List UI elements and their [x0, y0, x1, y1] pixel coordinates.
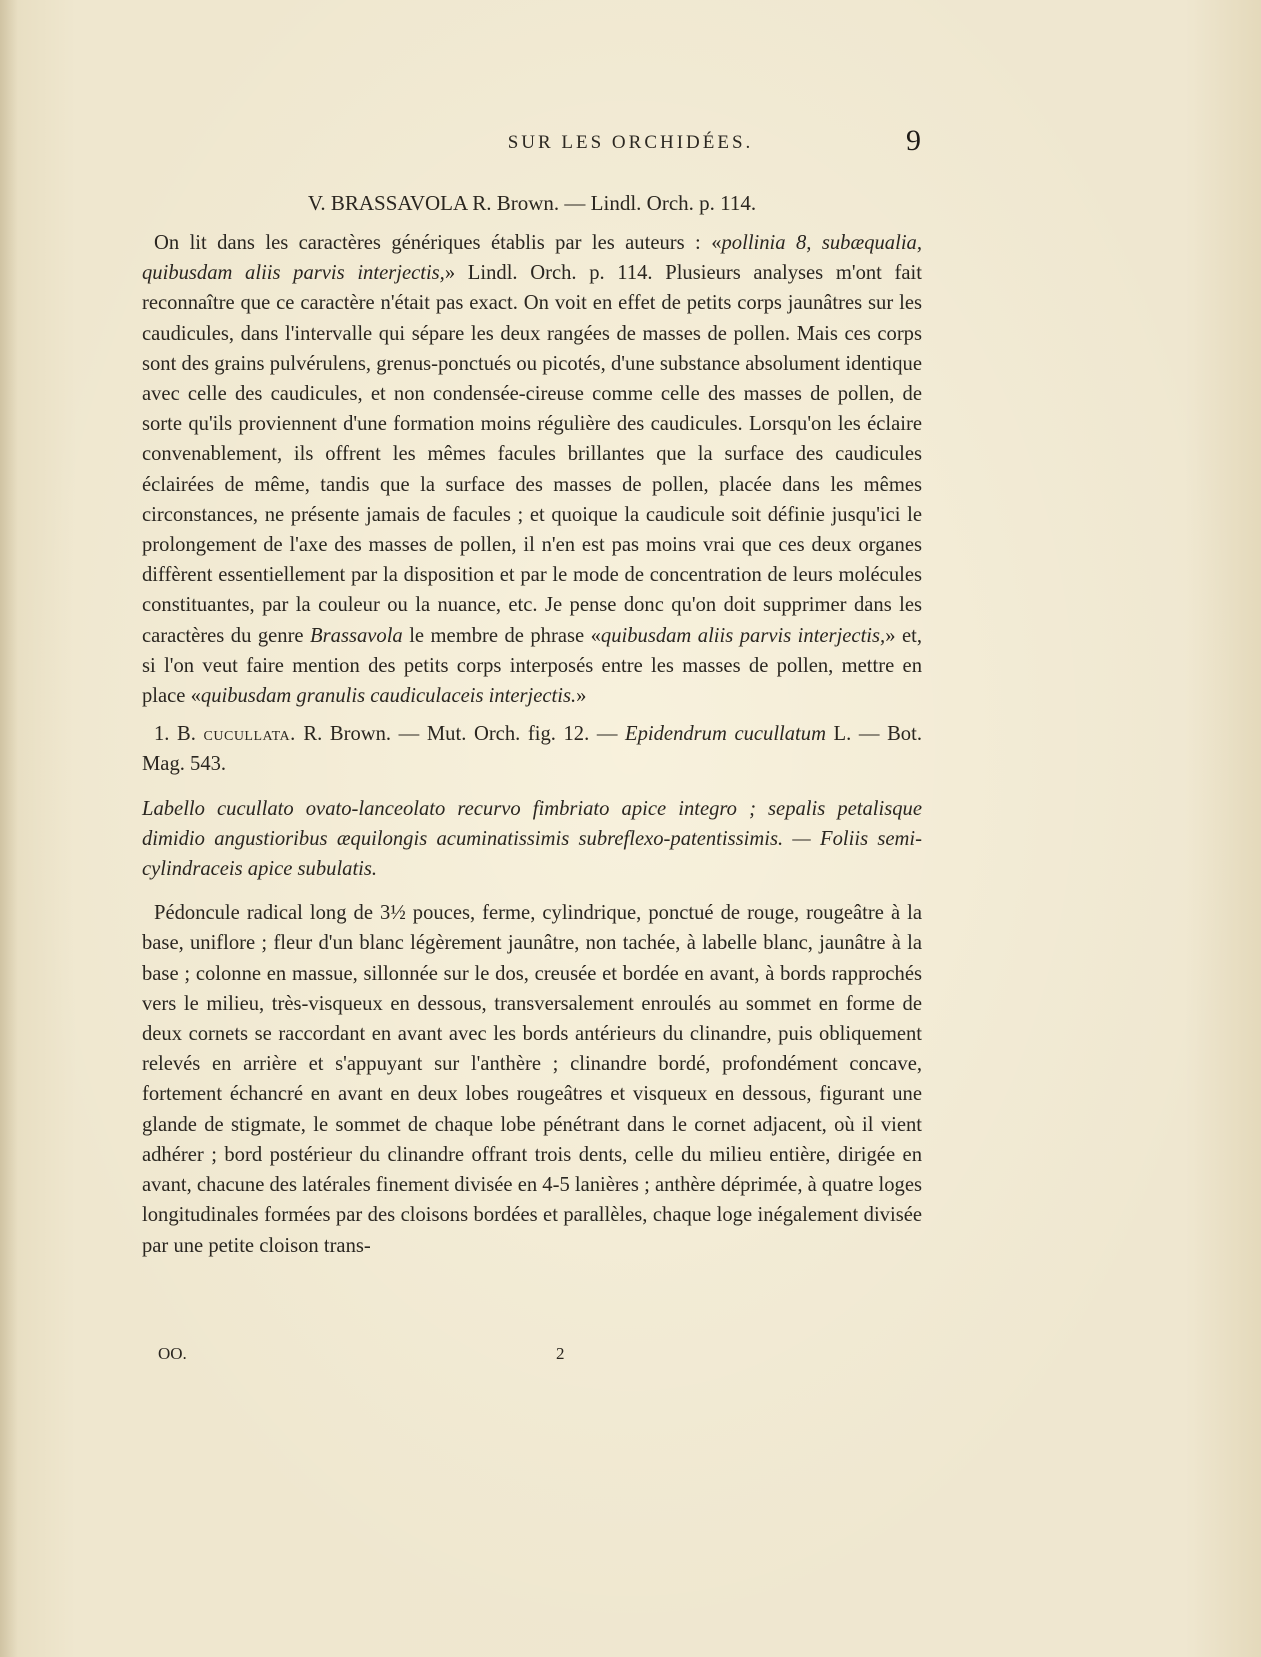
running-title: SUR LES ORCHIDÉES.: [507, 132, 754, 153]
species-synonym: Epidendrum cucullatum: [625, 723, 826, 746]
main-text: [142, 188, 922, 1265]
intro-quote-1: pollinia 8, subæqualia, quibusdam aliis parvis interjectis,: [142, 232, 922, 285]
signature-line: [0, 1344, 1261, 1370]
intro-text-1: On lit dans les caractères génériques établis par les auteurs : «: [154, 232, 722, 254]
intro-text-4: » et, si l'on veut faire mention des petits corps interposés entre les masses de pollen, mettre en place «: [142, 624, 922, 708]
page-number: 9: [906, 124, 921, 157]
species-name: cucullata.: [203, 723, 296, 746]
binding-edge-shadow: [0, 0, 18, 1657]
species-references-1: R. Brown. — Mut. Orch. fig. 12. —: [295, 723, 626, 746]
species-number: 1. B.: [154, 723, 204, 746]
intro-genus-name: Brassavola: [310, 624, 403, 647]
intro-quote-2: quibusdam aliis parvis interjectis,: [600, 624, 886, 647]
latin-diagnosis: Labello cucullato ovato-lanceolato recurvo fimbriato apice integro ; sepalis petalisque dimidio angustioribus æquilongis acuminatissimis subreflexo-patentissimis. — Foliis semi-cylindraceis apice subulatis.: [142, 797, 922, 881]
species-entry: [142, 719, 922, 779]
intro-text-5: »: [576, 685, 587, 708]
intro-text-3: le membre de phrase «: [402, 624, 601, 647]
intro-quote-3: quibusdam granulis caudiculaceis interjectis.: [200, 685, 577, 708]
running-head: [0, 124, 1261, 162]
signature-mark-right: 2: [556, 1344, 565, 1363]
section-heading: V. BRASSAVOLA R. Brown. — Lindl. Orch. p. 114.: [307, 191, 757, 215]
description-paragraph: Pédoncule radical long de 3½ pouces, ferme, cylindrique, ponctué de rouge, rougeâtre à la base, uniflore ; fleur d'un blanc légèrement jaunâtre, non tachée, à labelle blanc, jaunâtre à la base ; colonne en massue, sillonnée sur le dos, creusée et bordée en avant, à bords rapprochés vers le milieu, très-visqueux en dessous, transversalement enroulés au sommet en forme de deux cornets se raccordant en avant avec les bords antérieurs du clinandre, puis obliquement relevés en arrière et s'appuyant sur l'anthère ; clinandre bordé, profondément concave, fortement échancré en avant en deux lobes rougeâtres et visqueux en dessous, figurant une glande de stigmate, le sommet de chaque lobe pénétrant dans le cornet adjacent, où il vient adhérer ; bord postérieur du clinandre offrant trois dents, celle du milieu entière, dirigée en avant, chacune des latérales finement divisée en 4-5 lanières ; anthère déprimée, à quatre loges longitudinales formées par des cloisons bordées et parallèles, chaque loge inégalement divisée par une petite cloison trans-: [142, 902, 922, 1257]
intro-text-2: » Lindl. Orch. p. 114. Plusieurs analyses m'ont fait reconnaître que ce caractère n'était pas exact. On voit en effet de petits corps jaunâtres sur les caudicules, dans l'intervalle qui sépare les deux rangées de masses de pollen. Mais ces corps sont des grains pulvérulens, grenus-ponctués ou picotés, d'une substance absolument identique avec celle des caudicules, et non condensée-cireuse comme celle des masses de pollen, de sorte qu'ils proviennent d'une formation moins régulière des caudicules. Lorsqu'on les éclaire convenablement, ils offrent les mêmes facules brillantes que la surface des caudicules éclairées de même, tandis que la surface des masses de pollen, placée dans les mêmes circonstances, ne présente jamais de facules ; et quoique la caudicule soit définie jusqu'ici le prolongement de l'axe des masses de pollen, il n'en est pas moins vrai que ces deux organes diffèrent essentiellement par la disposition et par le mode de concentration de leurs molécules constituantes, par la couleur ou la nuance, etc. Je pense donc qu'on doit supprimer dans les caractères du genre: [142, 262, 922, 647]
species-references-2: L. — Bot. Mag. 543.: [142, 723, 922, 776]
signature-mark-left: OO.: [158, 1344, 187, 1363]
intro-paragraph: [142, 228, 922, 711]
